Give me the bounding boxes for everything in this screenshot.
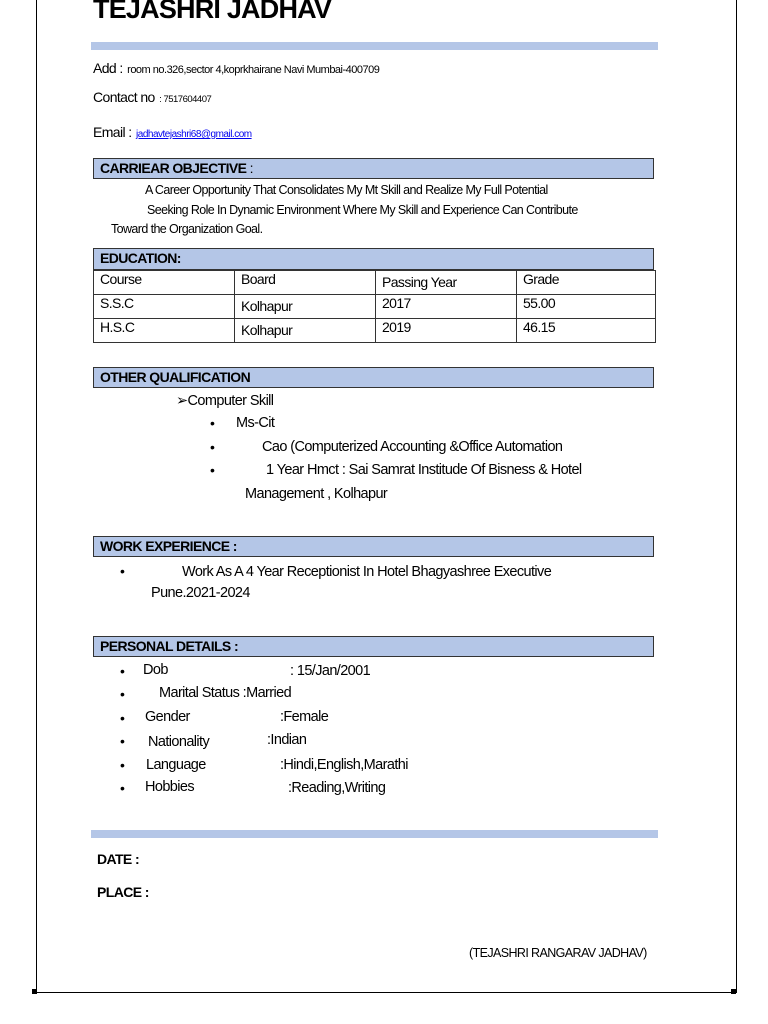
education-table <box>93 270 656 343</box>
footer-rule <box>91 830 658 838</box>
address-label: Add : <box>93 60 123 76</box>
table-row <box>94 319 656 343</box>
bullet-icon: • <box>120 733 125 749</box>
objective-line-2: Seeking Role In Dynamic Environment Where My Skill and Experience Can Contribute <box>147 203 578 217</box>
column-header-board: Board <box>235 271 376 295</box>
address-line <box>93 60 379 78</box>
bullet-icon: • <box>210 415 215 431</box>
table-row <box>94 295 656 319</box>
language-label: Language <box>146 757 206 773</box>
email-label: Email : <box>93 124 132 140</box>
objective-heading-suffix: : <box>246 160 253 176</box>
corner-marker-left <box>32 989 37 994</box>
date-label: DATE : <box>97 851 140 867</box>
education-header-row <box>94 271 656 295</box>
table-cell: 55.00 <box>517 295 656 319</box>
bullet-icon: • <box>120 563 125 579</box>
column-header-grade: Grade <box>517 271 656 295</box>
place-label: PLACE : <box>97 884 149 900</box>
dob-value: : 15/Jan/2001 <box>290 663 371 679</box>
corner-marker-right <box>731 989 736 994</box>
table-cell: 46.15 <box>517 319 656 343</box>
nationality-value: :Indian <box>267 732 307 748</box>
qualification-item: Cao (Computerized Accounting &Office Automation <box>262 439 563 455</box>
bullet-icon: • <box>120 663 125 679</box>
work-experience-line-1: Work As A 4 Year Receptionist In Hotel Bhagyashree Executive <box>182 564 552 580</box>
table-cell: 2019 <box>376 319 517 343</box>
bullet-icon: • <box>120 780 125 796</box>
bullet-icon: • <box>210 439 215 455</box>
dob-label: Dob <box>143 662 168 678</box>
email-link[interactable]: jadhavtejashri68@gmail.com <box>136 129 252 140</box>
contact-label: Contact no <box>93 89 155 105</box>
work-experience-heading <box>93 536 654 557</box>
bullet-icon: • <box>120 710 125 726</box>
bullet-icon: • <box>120 757 125 773</box>
gender-label: Gender <box>145 709 190 725</box>
nationality-label: Nationality <box>148 734 210 750</box>
computer-skill-subheading: ➢Computer Skill <box>176 393 274 409</box>
other-qualification-heading-text: OTHER QUALIFICATION <box>100 369 251 385</box>
address-value: room no.326,sector 4,koprkhairane Navi Mumbai-400709 <box>127 64 380 76</box>
table-cell: H.S.C <box>94 319 235 343</box>
hobbies-label: Hobbies <box>145 779 194 795</box>
table-cell: 2017 <box>376 295 517 319</box>
objective-line-1: A Career Opportunity That Consolidates My Mt Skill and Realize My Full Potential <box>145 183 548 197</box>
objective-heading <box>93 158 654 179</box>
contact-value: : 7517604407 <box>159 94 212 105</box>
table-cell: S.S.C <box>94 295 235 319</box>
work-experience-line-2: Pune.2021-2024 <box>151 585 250 601</box>
signature-name: (TEJASHRI RANGARAV JADHAV) <box>469 946 647 960</box>
language-value: :Hindi,English,Marathi <box>280 757 408 773</box>
email-line <box>93 124 252 142</box>
objective-heading-text: CARRIEAR OBJECTIVE <box>100 160 247 176</box>
bullet-icon: • <box>120 686 125 702</box>
personal-details-heading <box>93 636 654 657</box>
column-header-course: Course <box>94 271 235 295</box>
qualification-item: 1 Year Hmct : Sai Samrat Institude Of Bisness & Hotel <box>266 462 582 478</box>
candidate-name: TEJASHRI JADHAV <box>93 0 332 24</box>
objective-line-3: Toward the Organization Goal. <box>111 222 263 236</box>
contact-line <box>93 89 211 107</box>
gender-value: :Female <box>280 709 329 725</box>
qualification-item: Ms-Cit <box>236 415 275 431</box>
table-cell: Kolhapur <box>235 319 376 343</box>
education-heading <box>93 248 654 270</box>
header-rule <box>91 42 658 50</box>
hobbies-value: :Reading,Writing <box>288 780 386 796</box>
table-cell: Kolhapur <box>235 295 376 319</box>
qualification-item-continuation: Management , Kolhapur <box>245 486 388 502</box>
marital-status-label: Marital Status :Married <box>159 685 292 701</box>
column-header-passing-year: Passing Year <box>376 271 517 295</box>
other-qualification-heading <box>93 367 654 388</box>
bullet-icon: • <box>210 462 215 478</box>
work-experience-heading-text: WORK EXPERIENCE : <box>100 538 237 554</box>
education-heading-text: EDUCATION: <box>100 250 181 266</box>
personal-details-heading-text: PERSONAL DETAILS : <box>100 638 239 654</box>
